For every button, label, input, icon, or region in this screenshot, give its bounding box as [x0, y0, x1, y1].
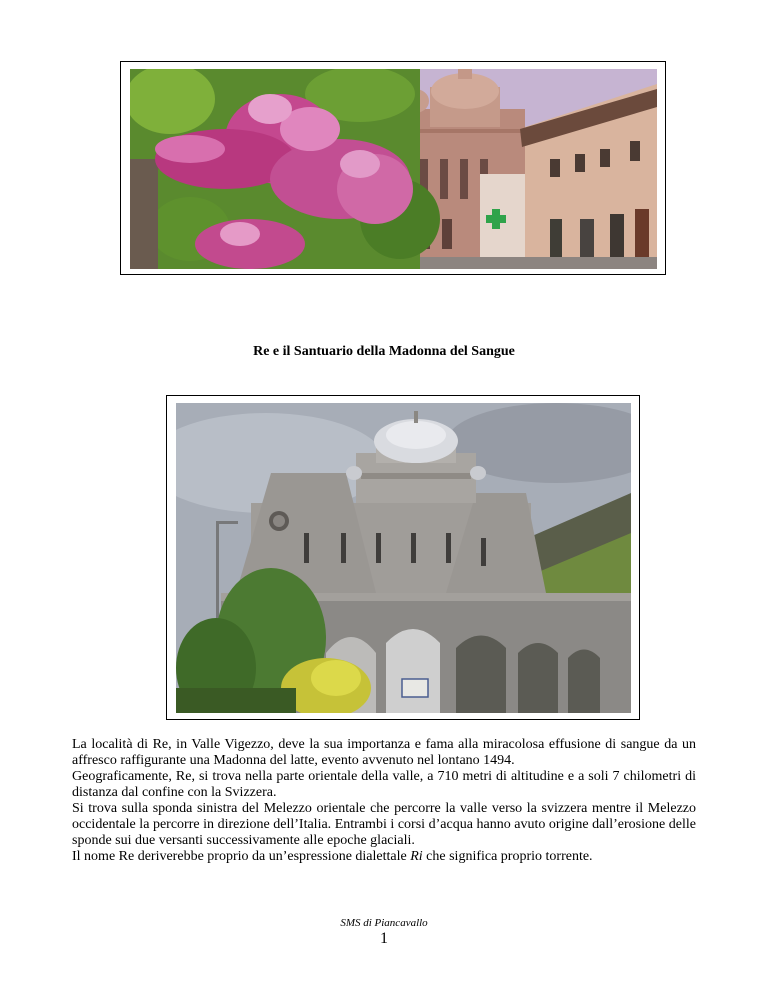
lilac-and-town-illustration	[130, 69, 657, 269]
paragraph-2-text: Geograficamente, Re, si trova nella parte orientale della valle, a 710 metri di altitudine e a soli 7 chilometri di distanza dal confine con la Svizzera.	[72, 769, 696, 800]
lilac-and-town-photo	[130, 69, 657, 269]
paragraph-1-text: La località di Re, in Valle Vigezzo, deve la sua importanza e fama alla miracolosa effusione di sangue da un affresco raffigurante una Madonna del latte, evento avvenuto nel lontano 1494.	[72, 737, 696, 768]
top-photo-frame	[120, 61, 666, 275]
paragraph-4	[72, 849, 696, 865]
footer-caption: SMS di Piancavallo	[340, 917, 428, 929]
sanctuary-illustration	[176, 403, 631, 713]
paragraph-4-italic-word: Ri	[410, 849, 423, 864]
document-title: Re e il Santuario della Madonna del Sangue	[253, 344, 515, 359]
sanctuary-photo-frame	[166, 395, 640, 720]
paragraph-3	[72, 801, 696, 849]
page-number: 1	[380, 930, 388, 947]
paragraph-2	[72, 769, 696, 801]
body-text	[72, 737, 696, 865]
paragraph-1	[72, 737, 696, 769]
paragraph-4-text-before: Il nome Re deriverebbe proprio da un’espressione dialettale	[72, 849, 411, 864]
paragraph-3-text: Si trova sulla sponda sinistra del Melezzo orientale che percorre la valle verso la svizzera mentre il Melezzo occidentale la percorre in direzione dell’Italia. Entrambi i corsi d’acqua hanno avuto origine dall’erosione delle sponde sui due versanti successivamente alle epoche glaciali.	[72, 801, 696, 848]
sanctuary-photo	[176, 403, 631, 713]
paragraph-4-text-after: che significa proprio torrente.	[422, 849, 593, 864]
